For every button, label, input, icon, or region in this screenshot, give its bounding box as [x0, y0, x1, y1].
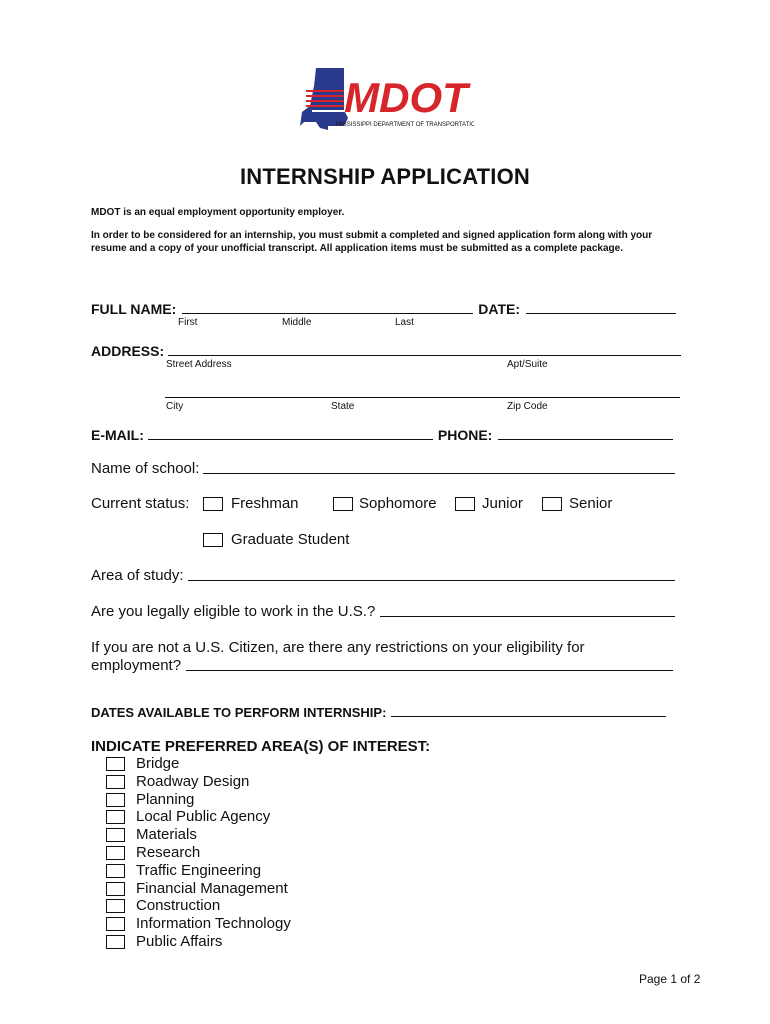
street-caption: Street Address — [166, 359, 232, 370]
first-caption: First — [178, 317, 198, 328]
interest-checkbox[interactable] — [106, 846, 125, 860]
area-of-study-input[interactable] — [188, 566, 675, 581]
school-row — [91, 459, 675, 477]
logo-subtext: MISSISSIPPI DEPARTMENT OF TRANSPORTATION — [336, 122, 474, 128]
address-label: ADDRESS: — [91, 343, 165, 359]
email-phone-row — [91, 425, 676, 443]
city-caption: City — [166, 401, 184, 412]
page-number: Page 1 of 2 — [639, 972, 701, 986]
full-name-row — [91, 299, 676, 317]
interest-label: Bridge — [136, 755, 180, 772]
dates-available-input[interactable] — [391, 702, 666, 717]
interest-label: Materials — [136, 826, 197, 844]
interest-checkbox[interactable] — [106, 882, 125, 896]
interest-label: Traffic Engineering — [136, 861, 262, 879]
date-input[interactable] — [526, 299, 676, 314]
logo-text: MDOT — [344, 74, 468, 121]
area-of-study-row — [91, 566, 675, 584]
interest-label: Planning — [136, 790, 195, 808]
junior-label: Junior — [482, 495, 523, 512]
restrictions-label-line1: If you are not a U.S. Citizen, are there any restrictions on your eligibility for — [91, 639, 585, 656]
freshman-label: Freshman — [231, 495, 299, 512]
zip-caption: Zip Code — [507, 401, 548, 412]
interest-checkbox[interactable] — [106, 828, 125, 842]
interest-checkbox[interactable] — [106, 935, 125, 949]
school-label: Name of school: — [91, 460, 200, 477]
dates-available-row — [91, 702, 666, 720]
interest-checkbox[interactable] — [106, 917, 125, 931]
date-label: DATE: — [478, 301, 520, 317]
interest-label: Local Public Agency — [136, 808, 271, 826]
graduate-student-label: Graduate Student — [231, 531, 350, 548]
middle-caption: Middle — [282, 317, 312, 328]
interest-label: Information Technology — [136, 915, 291, 933]
interest-label: Public Affairs — [136, 933, 223, 950]
apt-caption: Apt/Suite — [507, 359, 548, 370]
phone-label: PHONE: — [437, 427, 493, 443]
mdot-logo-graphic — [298, 66, 474, 134]
restrictions-label-line2: employment? — [91, 657, 182, 674]
instructions-line1: In order to be considered for an internship, you must submit a completed and signed application form along with your — [91, 230, 653, 241]
eligibility-input[interactable] — [380, 602, 675, 617]
full-name-label: FULL NAME: — [91, 301, 177, 317]
interest-checkbox[interactable] — [106, 899, 125, 913]
senior-checkbox[interactable] — [542, 497, 562, 511]
interests-heading: INDICATE PREFERRED AREA(S) OF INTEREST: — [91, 738, 431, 755]
interest-checkbox[interactable] — [106, 757, 125, 771]
interest-checkbox[interactable] — [106, 775, 125, 789]
state-caption: State — [331, 401, 355, 412]
mdot-logo — [298, 66, 474, 134]
freshman-checkbox[interactable] — [203, 497, 223, 511]
sophomore-label: Sophomore — [359, 495, 437, 512]
equal-employer-text: MDOT is an equal employment opportunity employer. — [91, 207, 345, 218]
interest-label: Construction — [136, 897, 221, 915]
area-of-study-label: Area of study: — [91, 567, 184, 584]
interest-checkbox[interactable] — [106, 864, 125, 878]
interest-checkbox[interactable] — [106, 810, 125, 824]
sophomore-checkbox[interactable] — [333, 497, 353, 511]
eligibility-row — [91, 602, 675, 620]
address-row — [91, 341, 681, 359]
senior-label: Senior — [569, 495, 613, 512]
interest-label: Financial Management — [136, 879, 288, 897]
restrictions-input[interactable] — [186, 656, 673, 671]
email-input[interactable] — [148, 425, 433, 440]
interest-label: Roadway Design — [136, 772, 250, 790]
phone-input[interactable] — [498, 425, 673, 440]
instructions-line2: resume and a copy of your unofficial transcript. All application items must be submitted as a complete package. — [91, 243, 623, 254]
page-title: INTERNSHIP APPLICATION — [239, 164, 530, 189]
graduate-student-checkbox[interactable] — [203, 533, 223, 547]
city-state-zip-input[interactable] — [165, 383, 680, 398]
street-address-input[interactable] — [168, 341, 681, 356]
interest-checkbox[interactable] — [106, 793, 125, 807]
junior-checkbox[interactable] — [455, 497, 475, 511]
restrictions-row — [91, 656, 673, 674]
school-input[interactable] — [203, 459, 675, 474]
full-name-input[interactable] — [182, 299, 473, 314]
last-caption: Last — [395, 317, 414, 328]
dates-available-label: DATES AVAILABLE TO PERFORM INTERNSHIP: — [91, 705, 387, 720]
interest-label: Research — [136, 844, 201, 861]
status-label: Current status: — [91, 495, 190, 512]
eligibility-label: Are you legally eligible to work in the U.S.? — [91, 603, 376, 620]
email-label: E-MAIL: — [91, 427, 144, 443]
